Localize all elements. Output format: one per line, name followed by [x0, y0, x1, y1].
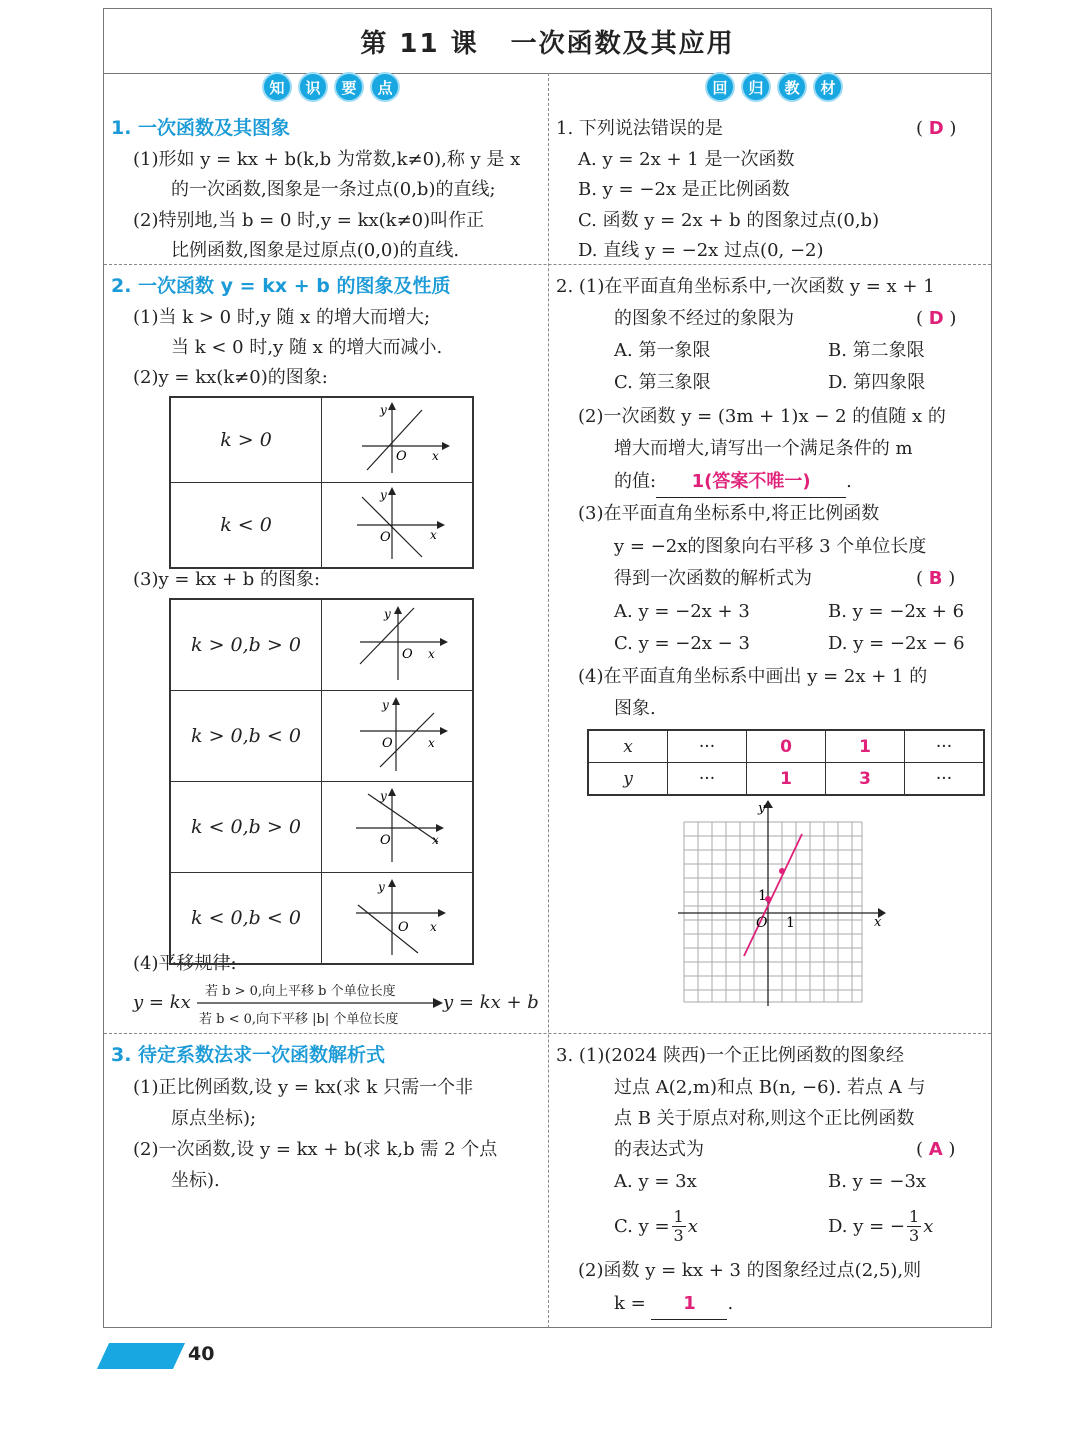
badge-char: 回 [705, 72, 735, 102]
question-2-4: (4)在平面直角坐标系中画出 y = 2x + 1 的 [578, 666, 928, 687]
answer-q2-1: D [928, 308, 944, 329]
table-cell: 0 [747, 730, 826, 763]
table-cell: ··· [905, 763, 985, 796]
badge-char: 识 [298, 72, 328, 102]
text-line: 的值: [614, 471, 657, 492]
answer-q2-3: B [928, 568, 943, 589]
graph-cell [322, 873, 474, 965]
table-cell: k < 0 [170, 483, 322, 569]
textbook-review-badge [705, 72, 843, 102]
graph-line-y-2x-1 [744, 834, 802, 956]
text-line: 当 k < 0 时,y 随 x 的增大而减小. [171, 337, 443, 358]
svg-text:x: x [432, 833, 439, 847]
graph-cell [322, 782, 474, 873]
text-line: y = −2x的图象向右平移 3 个单位长度 [614, 536, 927, 557]
tick-label-y1: 1 [758, 888, 767, 904]
section-title-1: 1. 一次函数及其图象 [111, 117, 291, 139]
table-cell: ··· [668, 730, 747, 763]
svg-text:O: O [380, 530, 391, 545]
text-line: 原点坐标); [171, 1108, 257, 1129]
section-title-2: 2. 一次函数 y = kx + b 的图象及性质 [111, 275, 451, 297]
svg-text:x: x [428, 647, 435, 661]
question-3-1: 3. (1)(2024 陕西)一个正比例函数的图象经 [556, 1045, 904, 1066]
graph-kpos-bpos-icon [322, 600, 472, 686]
lesson-topic: 一次函数及其应用 [510, 28, 735, 59]
graph-cell [322, 691, 474, 782]
text-line: (4)平移规律: [133, 953, 237, 974]
table-cell: k < 0,b > 0 [170, 782, 322, 873]
svg-text:O: O [396, 449, 407, 464]
svg-text:y: y [382, 698, 389, 712]
fraction-denominator: 3 [909, 1226, 920, 1245]
option-a: A. y = −2x + 3 [614, 601, 750, 622]
text-line: 比例函数,图象是过原点(0,0)的直线. [171, 240, 460, 261]
option-b: B. y = −2x 是正比例函数 [578, 179, 790, 200]
text-line: 的表达式为 [614, 1139, 704, 1160]
text-line: (1)当 k > 0 时,y 随 x 的增大而增大; [133, 307, 431, 328]
badge-char: 教 [777, 72, 807, 102]
text-line: 的图象不经过的象限为 [614, 308, 794, 329]
x-label: x [874, 915, 882, 930]
option-d: D. 直线 y = −2x 过点(0, −2) [578, 240, 824, 261]
graph-k-neg-icon [322, 483, 472, 563]
table-cell: x [623, 736, 633, 757]
table-cell: k > 0,b < 0 [170, 691, 322, 782]
svg-text:y: y [380, 789, 387, 803]
text-line: 图象. [614, 698, 656, 719]
table-cell: y [623, 768, 633, 789]
shift-rule [133, 980, 553, 1030]
linear-graph-table [169, 598, 474, 965]
shift-to: y = kx + b [443, 992, 539, 1013]
option-a: A. y = 3x [614, 1171, 697, 1192]
footer-accent-bar [97, 1343, 185, 1369]
text-line: k = [614, 1293, 646, 1314]
lesson-number: 第 11 课 [360, 28, 479, 59]
svg-text:x: x [428, 736, 435, 750]
badge-char: 材 [813, 72, 843, 102]
text-line: 坐标). [171, 1170, 220, 1191]
text-line: (2)一次函数,设 y = kx + b(求 k,b 需 2 个点 [133, 1139, 498, 1160]
shift-from: y = kx [133, 992, 191, 1013]
option-a: A. 第一象限 [614, 340, 711, 361]
shift-down-note: 若 b < 0,向下平移 |b| 个单位长度 [199, 1012, 399, 1027]
svg-text:y: y [378, 880, 385, 894]
option-d: D. 第四象限 [828, 372, 926, 393]
question-3-2: (2)函数 y = kx + 3 的图象经过点(2,5),则 [578, 1260, 922, 1281]
answer-q3-1: A [928, 1139, 943, 1160]
svg-text:y: y [380, 488, 387, 502]
option-d [828, 1208, 933, 1245]
graph-cell [322, 397, 474, 483]
table-cell: ··· [905, 730, 985, 763]
option-b: B. y = −3x [828, 1171, 927, 1192]
badge-char: 要 [334, 72, 364, 102]
svg-text:O: O [402, 647, 413, 662]
table-cell: 1 [826, 730, 905, 763]
page-number: 40 [188, 1343, 215, 1365]
graph-kneg-bpos-icon [322, 782, 472, 868]
question-2-2: (2)一次函数 y = (3m + 1)x − 2 的值随 x 的 [578, 406, 946, 427]
text-line: 过点 A(2,m)和点 B(n, −6). 若点 A 与 [614, 1077, 926, 1098]
question-1-stem: 1. 下列说法错误的是 [556, 118, 723, 139]
option-c [614, 1208, 698, 1245]
point-1-3 [779, 868, 785, 874]
answer-q1: D [928, 118, 944, 139]
section-divider-2 [104, 1033, 991, 1034]
svg-text:O: O [398, 920, 409, 935]
table-cell: k > 0,b > 0 [170, 599, 322, 691]
table-cell: ··· [668, 763, 747, 796]
option-b: B. y = −2x + 6 [828, 601, 965, 622]
option-c: C. y = −2x − 3 [614, 633, 750, 654]
question-2-1: 2. (1)在平面直角坐标系中,一次函数 y = x + 1 [556, 276, 935, 297]
option-a: A. y = 2x + 1 是一次函数 [578, 149, 795, 170]
option-c-prefix: C. y = [614, 1216, 670, 1237]
svg-text:y: y [380, 403, 387, 417]
knowledge-points-badge [262, 72, 400, 102]
column-divider [548, 73, 549, 1328]
table-cell: k < 0,b < 0 [170, 873, 322, 965]
text-line: 点 B 关于原点对称,则这个正比例函数 [614, 1108, 915, 1129]
answer-q2-2: 1(答案不唯一) [656, 466, 846, 498]
variable-x: x [687, 1216, 698, 1237]
tick-label-x1: 1 [786, 915, 795, 931]
svg-text:x: x [430, 528, 437, 542]
badge-char: 点 [370, 72, 400, 102]
origin-label: O [756, 915, 768, 931]
fraction-numerator: 1 [673, 1207, 684, 1226]
text-line: 得到一次函数的解析式为 [614, 568, 812, 589]
option-b: B. 第二象限 [828, 340, 925, 361]
text-line: 增大而增大,请写出一个满足条件的 m [614, 438, 913, 459]
graph-cell [322, 483, 474, 569]
option-d-prefix: D. y = − [828, 1216, 906, 1237]
question-2-3: (3)在平面直角坐标系中,将正比例函数 [578, 503, 880, 524]
proportional-graph-table [169, 396, 474, 569]
graph-kpos-bneg-icon [322, 691, 472, 777]
svg-text:x: x [430, 920, 437, 934]
badge-char: 知 [262, 72, 292, 102]
fraction-numerator: 1 [909, 1207, 920, 1226]
option-d: D. y = −2x − 6 [828, 633, 965, 654]
section-title-3: 3. 待定系数法求一次函数解析式 [111, 1044, 386, 1066]
fraction-denominator: 3 [673, 1226, 684, 1245]
option-c: C. 第三象限 [614, 372, 711, 393]
text-line: (3)y = kx + b 的图象: [133, 569, 321, 590]
graph-cell [322, 599, 474, 691]
svg-text:y: y [384, 607, 391, 621]
text-line: (2)y = kx(k≠0)的图象: [133, 367, 328, 388]
text-line: (1)形如 y = kx + b(k,b 为常数,k≠0),称 y 是 x [133, 149, 521, 170]
text-line: (2)特别地,当 b = 0 时,y = kx(k≠0)叫作正 [133, 210, 485, 231]
svg-text:x: x [432, 449, 439, 463]
table-cell: k > 0 [170, 397, 322, 483]
badge-char: 归 [741, 72, 771, 102]
svg-text:O: O [380, 833, 391, 848]
y-label: y [758, 801, 766, 816]
text-line: 的一次函数,图象是一条过点(0,b)的直线; [171, 179, 496, 200]
page-title [104, 9, 991, 74]
coordinate-grid [674, 796, 894, 1008]
variable-x: x [923, 1216, 934, 1237]
table-cell: 3 [826, 763, 905, 796]
graph-k-pos-icon [322, 398, 472, 478]
answer-q3-2: 1 [651, 1288, 727, 1320]
shift-up-note: 若 b > 0,向上平移 b 个单位长度 [205, 984, 396, 999]
svg-text:O: O [382, 736, 393, 751]
option-c: C. 函数 y = 2x + b 的图象过点(0,b) [578, 210, 880, 231]
table-cell: 1 [747, 763, 826, 796]
text-line: (1)正比例函数,设 y = kx(求 k 只需一个非 [133, 1077, 474, 1098]
value-table [587, 729, 985, 796]
graph-kneg-bneg-icon [322, 873, 472, 959]
